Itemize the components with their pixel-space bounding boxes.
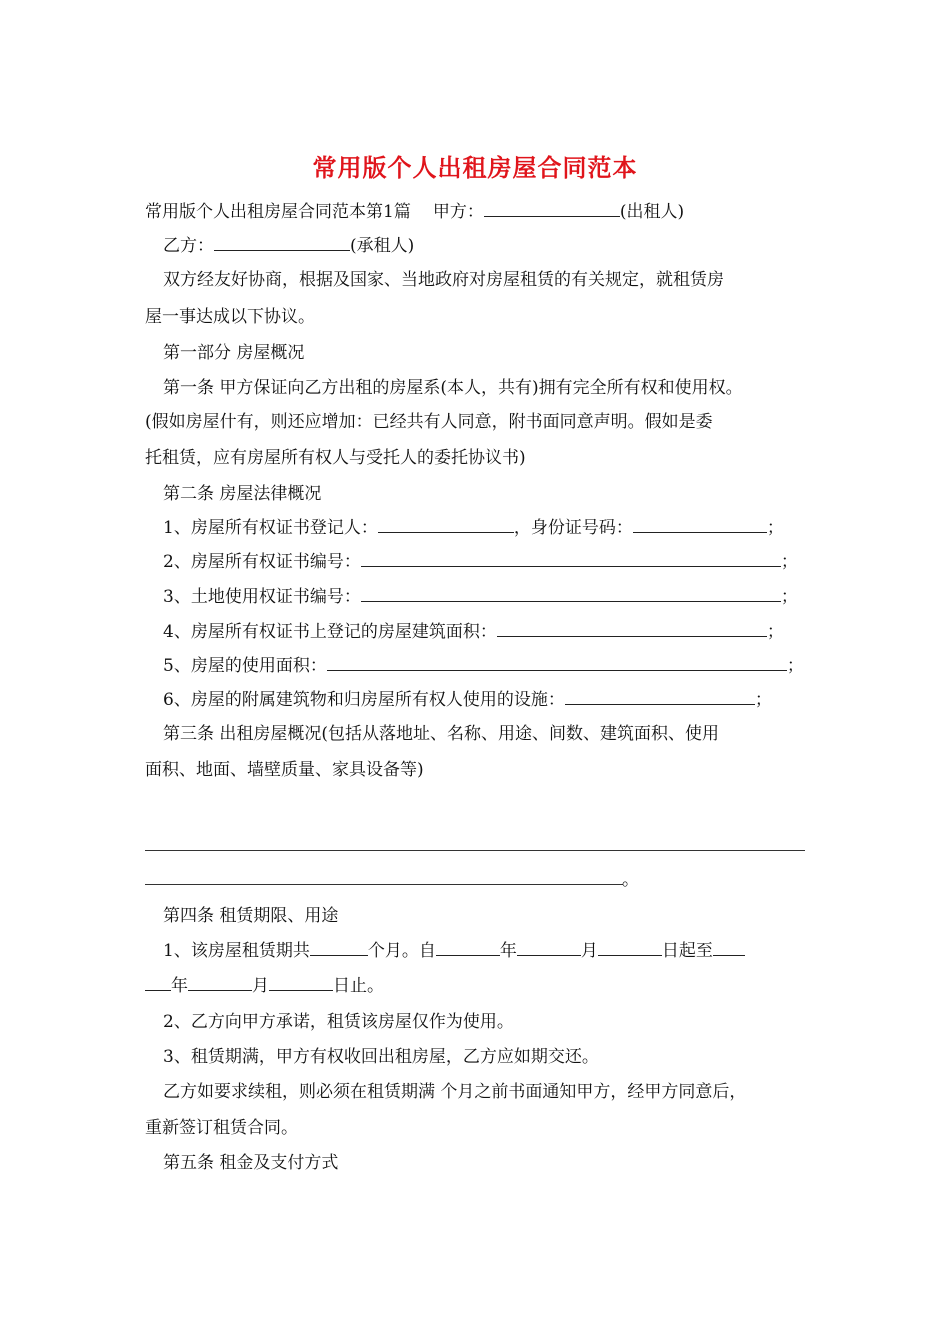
- party-a-suffix: (出租人): [619, 202, 685, 222]
- item-6-line: [163, 688, 815, 712]
- article-5-heading: 第五条 租金及支付方式: [163, 1153, 339, 1173]
- intro-prefix: 常用版个人出租房屋合同范本第1篇: [145, 202, 411, 222]
- item-6-semicolon: ；: [754, 690, 772, 710]
- party-b-blank[interactable]: [214, 234, 350, 251]
- registrant-blank[interactable]: [378, 516, 514, 533]
- building-area-blank[interactable]: [497, 620, 767, 637]
- intro-line: [145, 200, 815, 224]
- article-4-heading: 第四条 租赁期限、用途: [163, 906, 339, 926]
- term-2c: 日止。: [333, 976, 384, 996]
- end-year-blank-b[interactable]: [145, 974, 171, 991]
- term-line-4: 3、租赁期满，甲方有权收回出租房屋，乙方应如期交还。: [163, 1047, 599, 1067]
- description-blank-1[interactable]: [145, 850, 805, 851]
- term-1b: 个月。自: [367, 941, 436, 961]
- description-period: 。: [622, 870, 639, 890]
- start-month-blank[interactable]: [517, 939, 581, 956]
- term-line-1: [163, 939, 815, 963]
- item-2-line: [163, 550, 815, 574]
- item-6-label: 6、房屋的附属建筑物和归房屋所有权人使用的设施：: [163, 690, 565, 710]
- term-line-3: 2、乙方向甲方承诺，租赁该房屋仅作为使用。: [163, 1012, 514, 1032]
- term-1a: 1、该房屋租赁期共: [163, 941, 310, 961]
- preamble-line-1: 双方经友好协商，根据及国家、当地政府对房屋租赁的有关规定，就租赁房: [163, 270, 724, 290]
- item-1-label: 1、房屋所有权证书登记人：: [163, 518, 378, 538]
- article-1-line-2: (假如房屋什有，则还应增加：已经共有人同意，附书面同意声明。假如是委: [145, 412, 713, 432]
- land-certificate-blank[interactable]: [361, 585, 781, 602]
- item-4-line: [163, 620, 815, 644]
- item-5-line: [163, 654, 815, 678]
- renew-line-2: 重新签订租赁合同。: [145, 1118, 298, 1138]
- term-line-2: [145, 974, 815, 998]
- preamble-line-2: 屋一事达成以下协议。: [145, 307, 315, 327]
- months-blank[interactable]: [310, 939, 368, 956]
- item-1-mid: ，身份证号码：: [513, 518, 633, 538]
- term-1e: 日起至: [661, 941, 713, 961]
- item-5-label: 5、房屋的使用面积：: [163, 656, 327, 676]
- document-title: 常用版个人出租房屋合同范本: [312, 153, 638, 182]
- id-number-blank[interactable]: [633, 516, 767, 533]
- end-year-blank-a[interactable]: [713, 939, 745, 956]
- party-a-blank[interactable]: [484, 200, 620, 217]
- term-1d: 月: [580, 941, 598, 961]
- item-3-label: 3、土地使用权证书编号：: [163, 587, 361, 607]
- item-1-line: [163, 516, 815, 540]
- article-1-line-3: 托租赁，应有房屋所有权人与受托人的委托协议书): [145, 448, 526, 468]
- usable-area-blank[interactable]: [327, 654, 787, 671]
- term-1c: 年: [499, 941, 517, 961]
- article-3-line-2: 面积、地面、墙壁质量、家具设备等): [145, 760, 424, 780]
- part-one-heading: 第一部分 房屋概况: [163, 343, 305, 363]
- article-1-line-1: 第一条 甲方保证向乙方出租的房屋系(本人，共有)拥有完全所有权和使用权。: [163, 378, 743, 398]
- item-3-line: [163, 585, 815, 609]
- party-b-label: 乙方：: [163, 236, 214, 256]
- item-5-semicolon: ；: [786, 656, 804, 676]
- item-1-semicolon: ；: [766, 518, 784, 538]
- party-b-line: [163, 234, 815, 258]
- facilities-blank[interactable]: [565, 688, 755, 705]
- item-2-semicolon: ；: [780, 552, 798, 572]
- article-2-heading: 第二条 房屋法律概况: [163, 484, 322, 504]
- certificate-number-blank[interactable]: [361, 550, 781, 567]
- item-4-semicolon: ；: [766, 622, 784, 642]
- item-3-semicolon: ；: [780, 587, 798, 607]
- term-2b: 月: [252, 976, 269, 996]
- start-day-blank[interactable]: [598, 939, 662, 956]
- end-month-blank[interactable]: [188, 974, 252, 991]
- renew-line-1: 乙方如要求续租，则必须在租赁期满 个月之前书面通知甲方，经甲方同意后，: [163, 1082, 747, 1102]
- term-2a: 年: [171, 976, 188, 996]
- item-2-label: 2、房屋所有权证书编号：: [163, 552, 361, 572]
- start-year-blank[interactable]: [436, 939, 500, 956]
- party-b-suffix: (承租人): [350, 236, 415, 256]
- item-4-label: 4、房屋所有权证书上登记的房屋建筑面积：: [163, 622, 497, 642]
- article-3-line-1: 第三条 出租房屋概况(包括从落地址、名称、用途、间数、建筑面积、使用: [163, 724, 720, 744]
- party-a-label: 甲方：: [432, 202, 484, 222]
- end-day-blank[interactable]: [269, 974, 333, 991]
- description-blank-2[interactable]: [145, 884, 623, 885]
